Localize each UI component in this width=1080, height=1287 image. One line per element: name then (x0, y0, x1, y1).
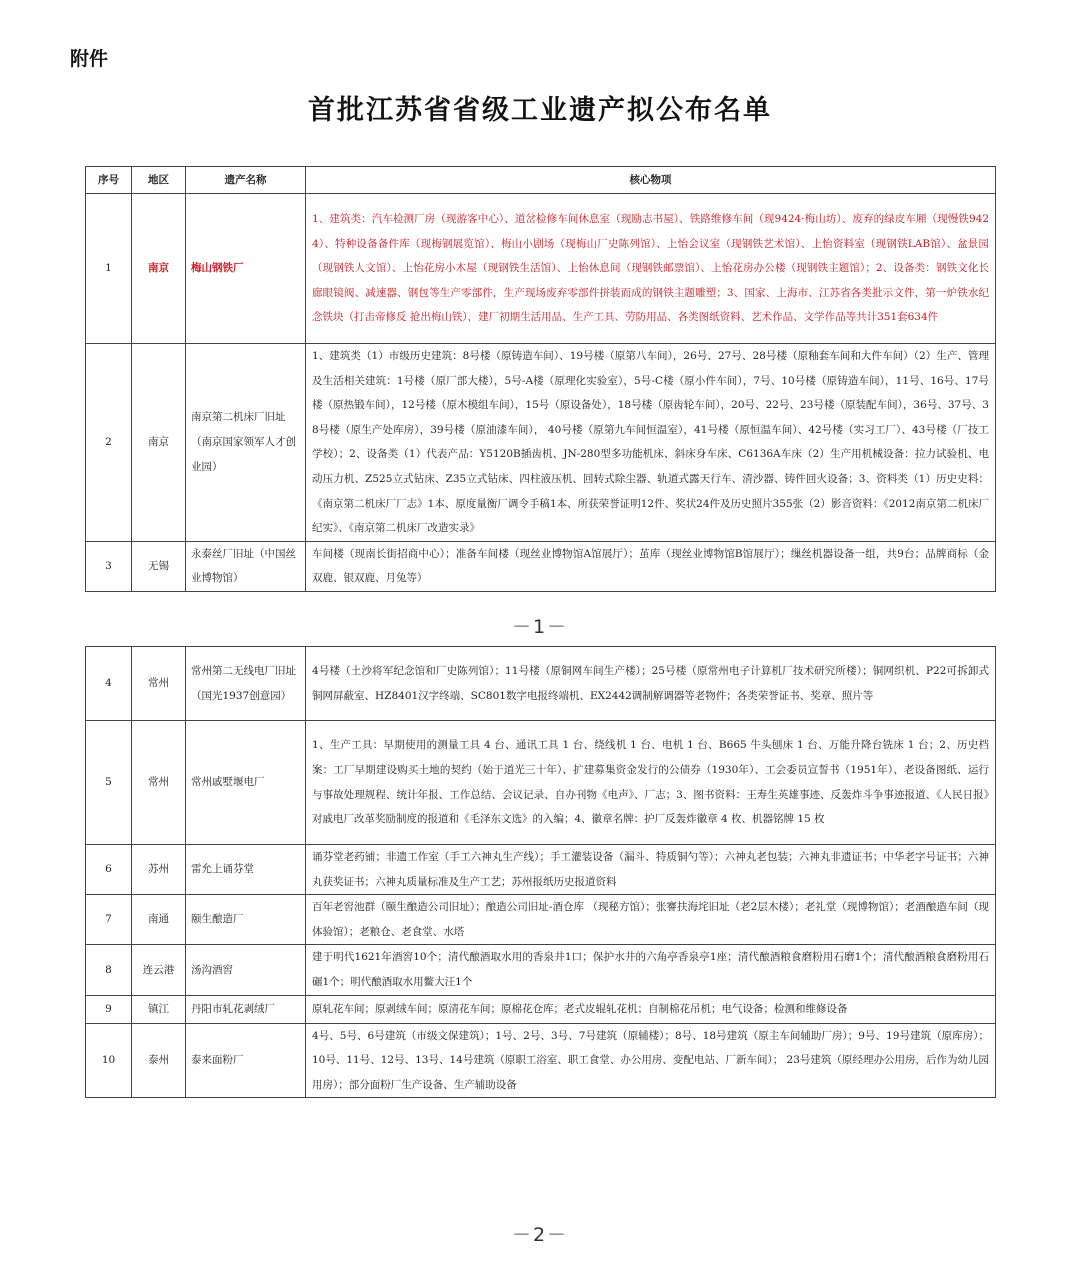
row-core: 建于明代1621年酒窖10个；清代酿酒取水用的香泉井1口；保护水井的六角亭香泉亭1座；清代酿酒粮食磨粉用石磨1个；清代酿酒粮食磨粉用石碾1个；明代酿酒取水用鳖大汪1个 (306, 945, 996, 995)
row-core: 1、建筑类（1）市级历史建筑：8号楼（原铸造车间）、19号楼（原第八车间），26号、27号、28号楼（原釉套车间和大件车间）（2）生产、管理及生活相关建筑：1号楼（原厂部大楼），5号-A楼（原理化实验室），5号-C楼（原小件车间），7号、10号楼（原铸造车间），11号、16号、17号楼（原热锻车间），12号楼（原木模组车间），15号（原设备处），18号楼（原齿轮车间），20号、22号、23号楼（原装配车间），36号、37号、38号楼（原生产处库房），39号楼（原油漆车间）， 40号楼（原第九车间恒温室），41号楼（原恒温车间）、42号楼（实习工厂）、43号楼（厂技工学校）；2、设备类（1）代表产品：Y5120B插齿机、JN-280型多功能机床、斜床身车床、C6136A车床（2）生产用机械设备：拉力试验机、电动压力机、Z525立式钻床、Z35立式钻床、四柱液压机、回转式除尘器、轨道式露天行车、清沙器、铸件回火设备；3、资料类（1）历史史料：《南京第二机床厂厂志》1本、原度量衡厂调令手稿1本、所获荣誉证明12件、奖状24件及历史照片355张（2）影音资料：《2012南京第二机床厂纪实》、《南京第二机床厂改造实录》 (306, 344, 996, 542)
row-region: 镇江 (132, 995, 186, 1023)
row-name: 南京第二机床厂旧址（南京国家领军人才创业园） (186, 344, 306, 542)
table-row (86, 895, 996, 945)
table-row (86, 1023, 996, 1098)
row-region: 南通 (132, 895, 186, 945)
annex-label: 附件 (70, 48, 109, 70)
row-core: 诵芬堂老药铺；非遗工作室（手工六神丸生产线）；手工灌装设备（漏斗、特质铜勺等）；六神丸老包装；六神丸非遗证书；中华老字号证书；六神丸获奖证书；六神丸质量标准及生产工艺；苏州报纸历史报道资料 (306, 845, 996, 895)
header-core: 核心物项 (306, 167, 996, 194)
row-region: 南京 (132, 344, 186, 542)
row-name: 泰来面粉厂 (186, 1023, 306, 1098)
row-name: 梅山钢铁厂 (186, 194, 306, 344)
header-name: 遗产名称 (186, 167, 306, 194)
header-no: 序号 (86, 167, 132, 194)
row-no: 5 (86, 721, 132, 845)
row-core: 1、建筑类：汽车检测厂房（现游客中心）、道岔检修车间休息室（现励志书屋）、铁路维修车间（现9424·梅山坊）、废弃的绿皮车厢（现慢铁9424）、特种设备备件库（现梅钢展览馆）、梅山小剧场（现梅山厂史陈列馆）、上怡会议室（现钢铁艺术馆）、上怡资料室（现钢铁LAB馆）、盆景园（现钢铁人文馆）、上怡花房小木屋（现钢铁生活馆）、上怡休息间（现钢铁邮票馆）、上怡花房办公楼（现钢铁主题馆）；2、设备类：钢铁文化长廊眼镜阀、减速器、钢包等生产零部件，生产现场废弃零部件拼装而成的钢铁主题雕塑；3、国家、上海市、江苏省各类批示文件，第一炉铁水纪念铁块（打击帝修反 抢出梅山铁），建厂初期生活用品、生产工具、劳防用品、各类图纸资料、艺术作品、文学作品等共计351套634件 (306, 194, 996, 344)
page-title: 首批江苏省省级工业遗产拟公布名单 (308, 95, 772, 126)
table-row (86, 647, 996, 721)
page-number-1: －1－ (511, 616, 569, 638)
row-no: 7 (86, 895, 132, 945)
row-core: 百年老窖池群（颐生酿造公司旧址）；酿造公司旧址-酒仓库 （现秘方馆）；张謇扶海垞旧址（老2层木楼）；老礼堂（现博物馆）；老酒酿造车间（现体验馆）；老粮仓、老食堂、水塔 (306, 895, 996, 945)
row-core: 车间楼（现南长街招商中心）；准备车间楼（现丝业博物馆A馆展厅）；茧库（现丝业博物馆B馆展厅）；缫丝机器设备一组，共9台；品牌商标（金双鹿、银双鹿、月兔等） (306, 541, 996, 591)
header-region: 地区 (132, 167, 186, 194)
row-no: 6 (86, 845, 132, 895)
heritage-table-page-1 (85, 166, 996, 592)
row-no: 2 (86, 344, 132, 542)
table-header-row (86, 167, 996, 194)
row-no: 8 (86, 945, 132, 995)
row-name: 汤沟酒窖 (186, 945, 306, 995)
row-name: 常州戚墅堰电厂 (186, 721, 306, 845)
row-region: 泰州 (132, 1023, 186, 1098)
page-number-2: －2－ (511, 1224, 569, 1246)
row-name: 永泰丝厂旧址（中国丝业博物馆） (186, 541, 306, 591)
row-region: 常州 (132, 647, 186, 721)
table-row (86, 845, 996, 895)
row-no: 4 (86, 647, 132, 721)
row-region: 连云港 (132, 945, 186, 995)
row-core: 4号、5号、6号建筑（市级文保建筑）；1号、2号、3号、7号建筑（原辅楼）；8号、18号建筑（原主车间辅助厂房）；9号、19号建筑（原库房）；10号、11号、12号、13号、14号建筑（原职工浴室、职工食堂、办公用房、变配电站、厂新车间）； 23号建筑（原经理办公用房，后作为幼儿园用房）；部分面粉厂生产设备、生产辅助设备 (306, 1023, 996, 1098)
row-core: 原轧花车间；原剥绒车间；原清花车间；原棉花仓库；老式皮辊轧花机；自制棉花吊机；电气设备；检测和维修设备 (306, 995, 996, 1023)
heritage-table-page-2 (85, 646, 996, 1098)
row-region: 常州 (132, 721, 186, 845)
table-row (86, 344, 996, 542)
row-name: 常州第二无线电厂旧址（国光1937创意园） (186, 647, 306, 721)
table-row (86, 194, 996, 344)
row-region: 苏州 (132, 845, 186, 895)
row-name: 雷允上诵芬堂 (186, 845, 306, 895)
row-no: 3 (86, 541, 132, 591)
table-row (86, 945, 996, 995)
table-row (86, 995, 996, 1023)
row-no: 9 (86, 995, 132, 1023)
row-region: 南京 (132, 194, 186, 344)
row-core: 4号楼（土沙将军纪念馆和厂史陈列馆）；11号楼（原铜网车间生产楼）；25号楼（原常州电子计算机厂技术研究所楼）；铜网织机、P22可拆卸式铜网屏蔽室、HZ8401汉字终端、SC801数字电报终端机、EX2442调制解调器等老物件；各类荣誉证书、奖章、照片等 (306, 647, 996, 721)
table-row (86, 721, 996, 845)
row-core: 1、生产工具：早期使用的测量工具 4 台、通讯工具 1 台、绕线机 1 台、电机 1 台、B665 牛头刨床 1 台、万能升降台铣床 1 台；2、历史档案：工厂早期建设购买土地的契约（始于道光三十年）、扩建募集资金发行的公债券（1930年）、工会委员宣誓书（1951年）、老设备图纸、运行与事故处理规程、统计年报、工作总结、会议记录、自办刊物《电声》、厂志；3、图书资料：王寿生英雄事迹、反轰炸斗争事迹报道、《人民日报》对戚电厂改革奖励制度的报道和《毛泽东文选》的入编；4、徽章名牌：护厂反轰炸徽章 4 枚、机器铭牌 15 枚 (306, 721, 996, 845)
row-name: 颐生酿造厂 (186, 895, 306, 945)
table-row (86, 541, 996, 591)
row-no: 10 (86, 1023, 132, 1098)
row-name: 丹阳市轧花剥绒厂 (186, 995, 306, 1023)
row-no: 1 (86, 194, 132, 344)
row-region: 无锡 (132, 541, 186, 591)
